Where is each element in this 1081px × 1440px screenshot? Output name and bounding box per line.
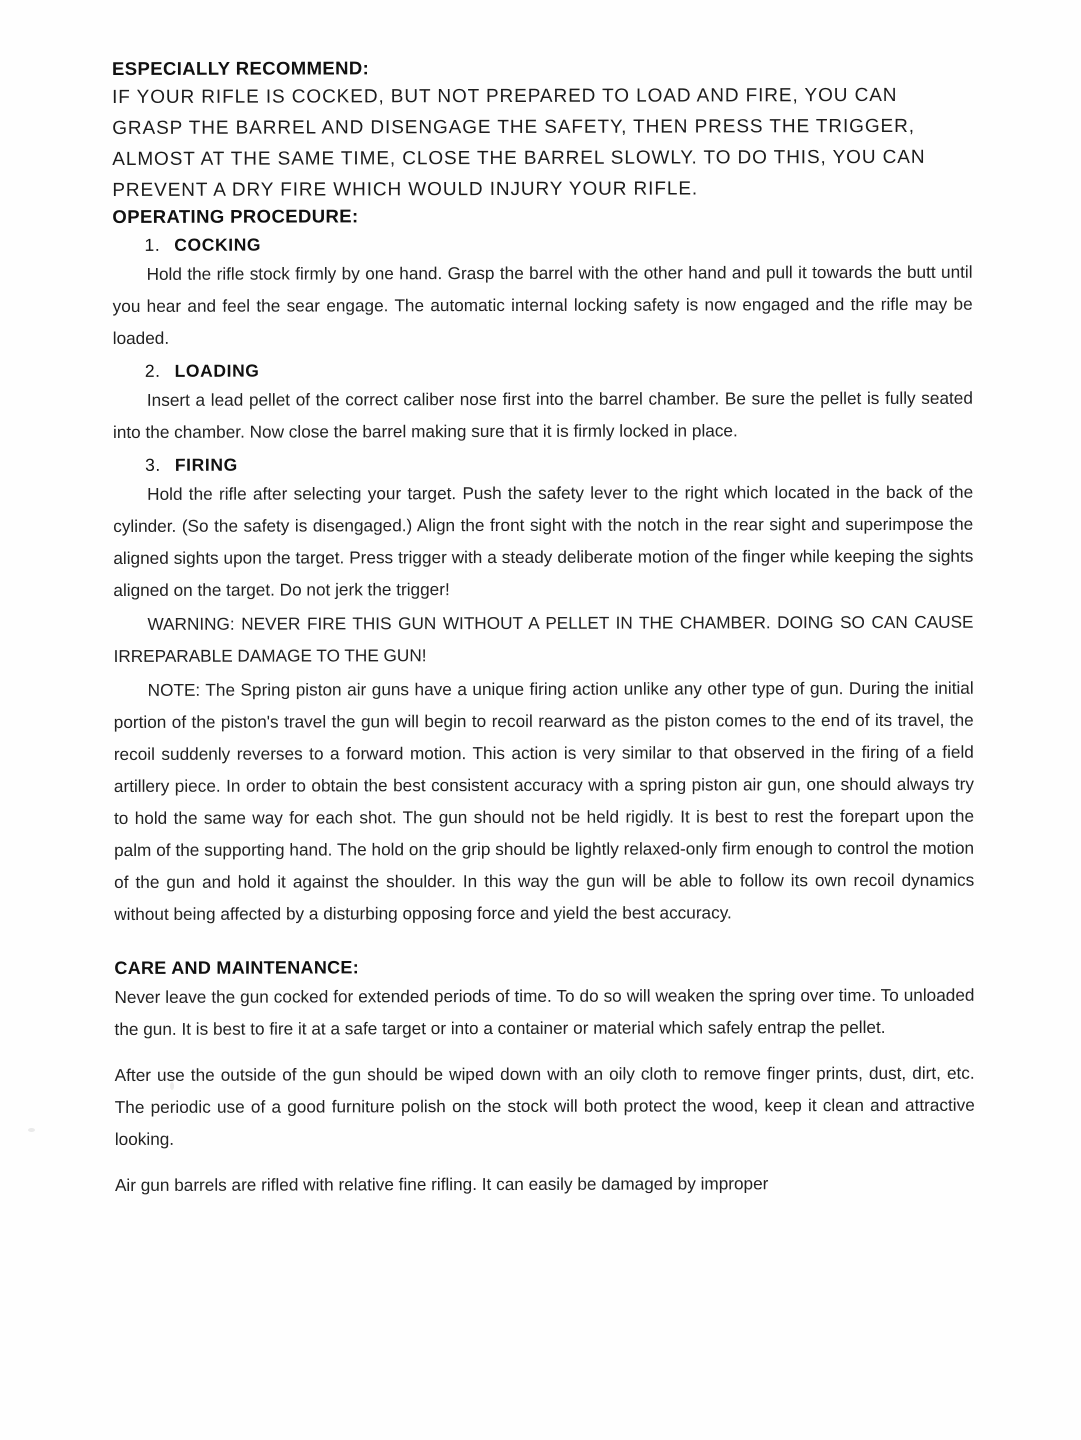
document-body xyxy=(112,56,975,1203)
step-heading-cocking xyxy=(144,233,972,256)
step-number: 1. xyxy=(144,234,161,255)
paragraph-care-1: Never leave the gun cocked for extended periods of time. To do so will weaken the spring over time. To unloaded the gun. It is best to fire it at a safe target or into a container or material which safely entrap the pellet. xyxy=(114,984,975,1039)
paragraph-warning: WARNING: NEVER FIRE THIS GUN WITHOUT A PELLET IN THE CHAMBER. DOING SO CAN CAUSE IRREPARABLE DAMAGE TO THE GUN! xyxy=(113,611,974,666)
step-title: COCKING xyxy=(174,234,262,255)
scan-artifact xyxy=(28,1128,35,1132)
step-text-loading: Insert a lead pellet of the correct caliber nose first into the barrel chamber. Be sure the pellet is fully seated into the chamber. Now close the barrel making sure that it is firmly locked in place. xyxy=(112,387,973,442)
paragraph-especially-recommend: IF YOUR RIFLE IS COCKED, BUT NOT PREPARED TO LOAD AND FIRE, YOU CAN GRASP THE BARREL AND DISENGAGE THE SAFETY, THEN PRESS THE TRIGGER, ALMOST AT THE SAME TIME, CLOSE THE BARREL SLOWLY. TO DO THIS, YOU CAN PREVENT A DRY FIRE WHICH WOULD INJURY YOUR RIFLE. xyxy=(112,84,926,201)
step-text-firing: Hold the rifle after selecting your target. Push the safety lever to the right which located in the back of the cylinder. (So the safety is disengaged.) Align the front sight with the notch in the rear sight and superimpose the aligned sights upon the target. Press trigger with a steady deliberate motion of the finger while keeping the sights aligned on the target. Do not jerk the trigger! xyxy=(113,481,974,600)
step-number: 2. xyxy=(144,360,161,381)
step-heading-loading xyxy=(145,359,973,382)
step-text-cocking: Hold the rifle stock firmly by one hand. Grasp the barrel with the other hand and pull it towards the butt until you hear and feel the sear engage. The automatic internal locking safety is now engaged and the rifle may be loaded. xyxy=(112,261,973,348)
heading-operating-procedure: OPERATING PROCEDURE: xyxy=(112,205,359,227)
step-title: FIRING xyxy=(174,454,238,475)
heading-care-and-maintenance: CARE AND MAINTENANCE: xyxy=(114,957,360,978)
heading-especially-recommend: ESPECIALLY RECOMMEND: xyxy=(112,57,370,79)
step-title: LOADING xyxy=(174,360,260,381)
paragraph-care-3: Air gun barrels are rifled with relative fine rifling. It can easily be damaged by improper xyxy=(114,1173,769,1195)
paragraph-care-2: After use the outside of the gun should be wiped down with an oily cloth to remove finger prints, dust, dirt, etc. The periodic use of a good furniture polish on the stock will both protect the wood, keep it clean and attractive looking. xyxy=(114,1062,975,1149)
step-number: 3. xyxy=(145,454,161,475)
step-heading-firing xyxy=(145,453,973,476)
paragraph-note: NOTE: The Spring piston air guns have a unique firing action unlike any other type of gun. During the initial portion of the piston's travel the gun will begin to recoil rearward as the piston comes to the end of its travel, the recoil suddenly reverses to a forward motion. This action is very similar to that observed in the firing of a field artillery piece. In order to obtain the best consistent accuracy with a spring piston air gun, one should always try to hold the same way for each shot. The gun should not be held rigidly. It is best to rest the forepart upon the palm of the supporting hand. The hold on the grip should be lightly relaxed-only firm enough to control the motion of the gun and hold it against the shoulder. In this way the gun will be able to follow its own recoil dynamics without being affected by a disturbing opposing force and yield the best accuracy. xyxy=(113,677,975,924)
